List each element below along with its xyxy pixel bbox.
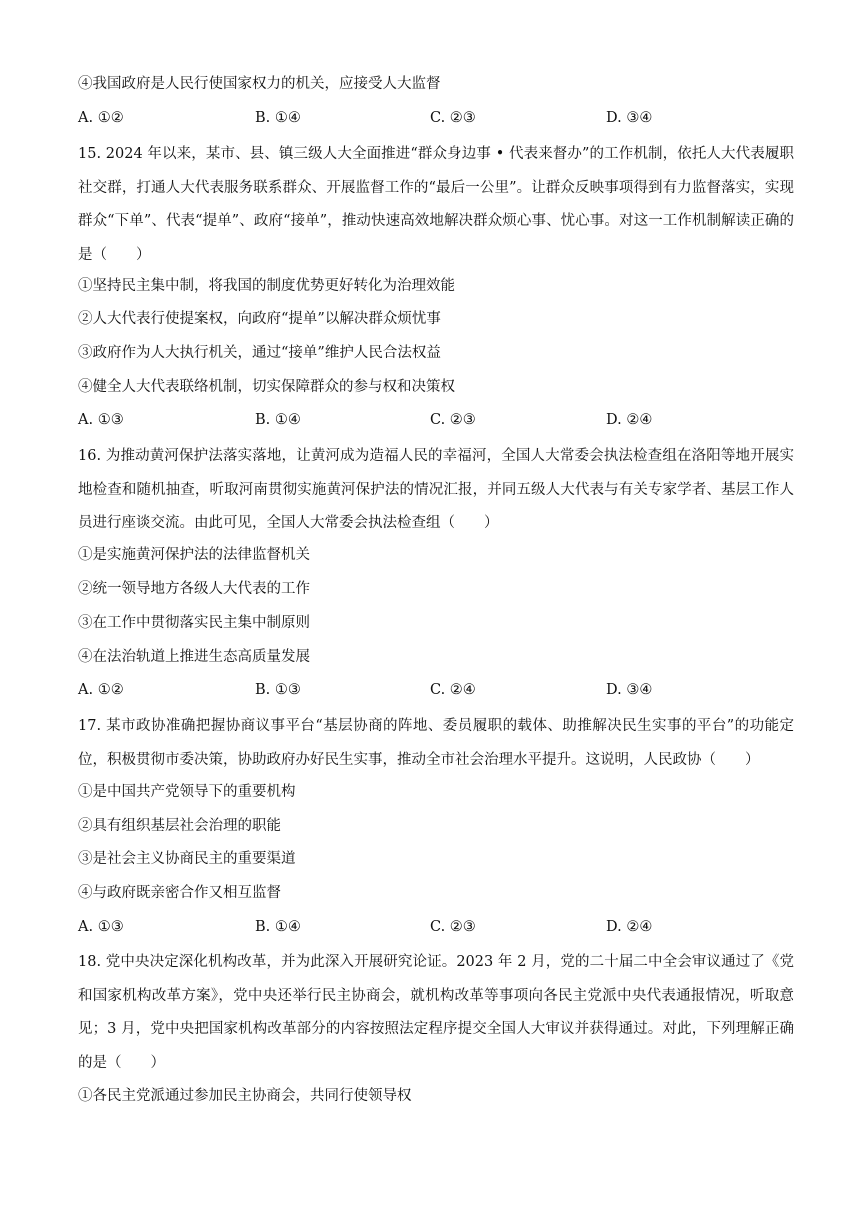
q16-item-2: ②统一领导地方各级人大代表的工作 [78, 581, 310, 597]
q17-option-a: A. ①③ [78, 919, 124, 935]
q18-item-1: ①各民主党派通过参加民主协商会，共同行使领导权 [78, 1088, 412, 1104]
q15-item-2: ②人大代表行使提案权，向政府“提单”以解决群众烦忧事 [78, 311, 441, 327]
q14-option-c: C. ②③ [430, 110, 476, 126]
q15-option-a: A. ①③ [78, 412, 124, 428]
q15-stem: 15. 2024 年以来，某市、县、镇三级人大全面推进“群众身边事 • 代表来督办”的工作机制，依托人大代表履职社交群，打通人大代表服务联系群众、开展监督工作的“最后一公里”。让群众反映事项得到有力监督落实，实现群众“下单”、代表“提单”、政府“接单”，推动快速高效地解决群众烦心事、忧心事。对这一工作机制解读正确的是（ ） [78, 146, 794, 263]
q16-option-c: C. ②④ [430, 682, 476, 698]
q17-item-1: ①是中国共产党领导下的重要机构 [78, 784, 296, 800]
q15-option-b: B. ①④ [255, 412, 301, 428]
q14-option-d: D. ③④ [606, 110, 653, 126]
q16-option-a: A. ①② [78, 682, 124, 698]
q18-stem: 18. 党中央决定深化机构改革，并为此深入开展研究论证。2023 年 2 月，党的二十届二中全会审议通过了《党和国家机构改革方案》，党中央还举行民主协商会，就机构改革等事项向各民主党派中央代表通报情况，听取意见；3 月，党中央把国家机构改革部分的内容按照法定程序提交全国人大审议并获得通过。对此，下列理解正确的是（ ） [78, 954, 794, 1071]
q17-stem: 17. 某市政协准确把握协商议事平台“基层协商的阵地、委员履职的载体、助推解决民生实事的平台”的功能定位，积极贯彻市委决策，协助政府办好民生实事，推动全市社会治理水平提升。这说明，人民政协（ ） [78, 718, 794, 768]
q17-item-3: ③是社会主义协商民主的重要渠道 [78, 851, 296, 867]
q15-item-4: ④健全人大代表联络机制，切实保障群众的参与权和决策权 [78, 379, 455, 395]
q17-options [78, 917, 794, 937]
q14-option-b: B. ①④ [255, 110, 301, 126]
q15-options [78, 410, 794, 430]
q16-item-4: ④在法治轨道上推进生态高质量发展 [78, 649, 310, 665]
q14-options [78, 108, 794, 128]
q14-option-a: A. ①② [78, 110, 124, 126]
q17-option-b: B. ①④ [255, 919, 301, 935]
q15-option-c: C. ②③ [430, 412, 476, 428]
q17-option-d: D. ②④ [606, 919, 653, 935]
q15-item-1: ①坚持民主集中制，将我国的制度优势更好转化为治理效能 [78, 278, 455, 294]
q14-item-4: ④我国政府是人民行使国家权力的机关，应接受人大监督 [78, 76, 441, 92]
q16-option-d: D. ③④ [606, 682, 653, 698]
q16-item-1: ①是实施黄河保护法的法律监督机关 [78, 547, 310, 563]
q15-option-d: D. ②④ [606, 412, 653, 428]
q15-item-3: ③政府作为人大执行机关，通过“接单”维护人民合法权益 [78, 345, 441, 361]
q16-options [78, 680, 794, 700]
q16-option-b: B. ①③ [255, 682, 301, 698]
q17-item-4: ④与政府既亲密合作又相互监督 [78, 885, 281, 901]
q17-option-c: C. ②③ [430, 919, 476, 935]
q16-item-3: ③在工作中贯彻落实民主集中制原则 [78, 615, 310, 631]
q16-stem: 16. 为推动黄河保护法落实落地，让黄河成为造福人民的幸福河，全国人大常委会执法检查组在洛阳等地开展实地检查和随机抽查，听取河南贯彻实施黄河保护法的情况汇报，并同五级人大代表与有关专家学者、基层工作人员进行座谈交流。由此可见，全国人大常委会执法检查组（ ） [78, 448, 794, 531]
q17-item-2: ②具有组织基层社会治理的职能 [78, 818, 281, 834]
